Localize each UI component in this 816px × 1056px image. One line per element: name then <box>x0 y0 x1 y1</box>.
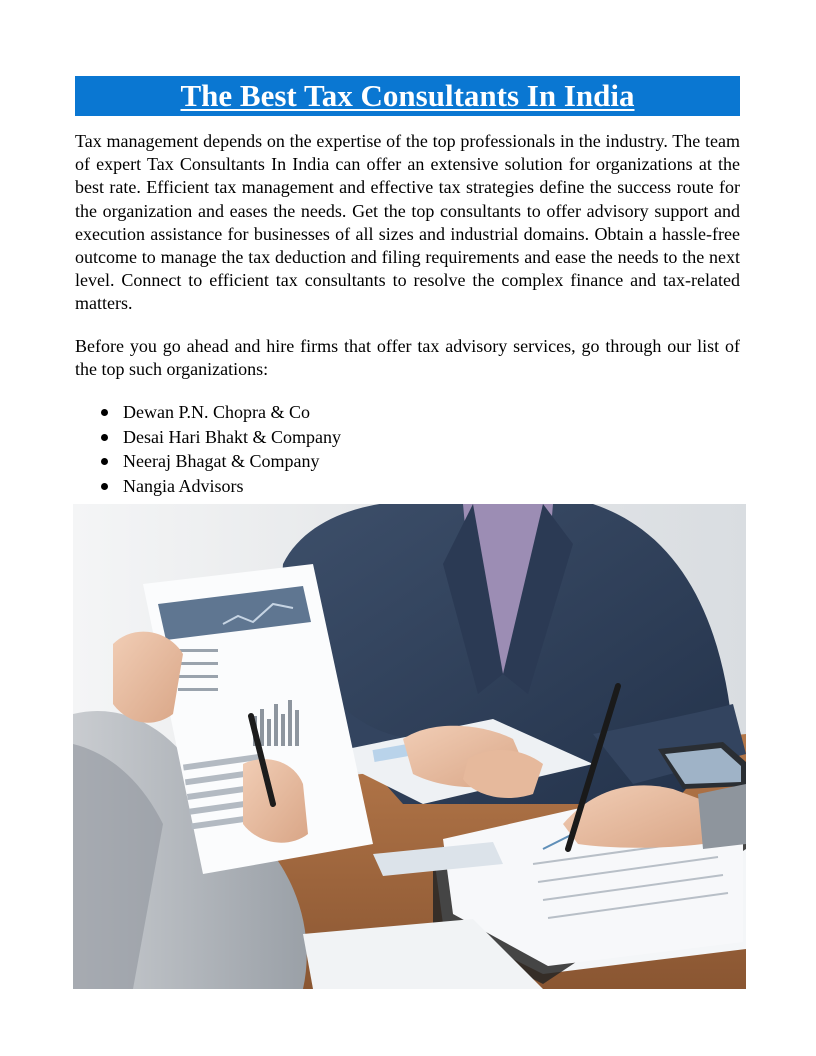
bullet-icon <box>101 458 108 465</box>
bullet-icon <box>101 434 108 441</box>
list-item <box>75 425 341 450</box>
page-title: The Best Tax Consultants In India <box>180 78 635 113</box>
list-item <box>75 400 341 425</box>
consultants-meeting-photo <box>73 504 746 989</box>
bullet-icon <box>101 409 108 416</box>
firm-name: Neeraj Bhagat & Company <box>123 451 320 472</box>
title-banner <box>75 76 740 116</box>
bullet-icon <box>101 483 108 490</box>
firm-list <box>75 400 341 498</box>
intro-paragraph: Tax management depends on the expertise of the top professionals in the industry. The team of expert Tax Consultants In India can offer an extensive solution for organizations at the best rate. Efficient tax management and effective tax strategies define the success route for the organization and eases the needs. Get the top consultants to offer advisory support and execution assistance for businesses of all sizes and industrial domains. Obtain a hassle-free outcome to manage the tax deduction and filing requirements and ease the needs to the next level. Connect to efficient tax consultants to resolve the complex finance and tax-related matters. <box>75 131 740 314</box>
firm-name: Nangia Advisors <box>123 475 244 496</box>
photo-illustration <box>73 504 746 989</box>
firm-name: Dewan P.N. Chopra & Co <box>123 402 310 422</box>
list-item <box>75 474 341 499</box>
list-item <box>75 449 341 474</box>
firm-name: Desai Hari Bhakt & Company <box>123 426 341 447</box>
list-intro-paragraph: Before you go ahead and hire firms that offer tax advisory services, go through our list of the top such organizations: <box>75 336 740 380</box>
